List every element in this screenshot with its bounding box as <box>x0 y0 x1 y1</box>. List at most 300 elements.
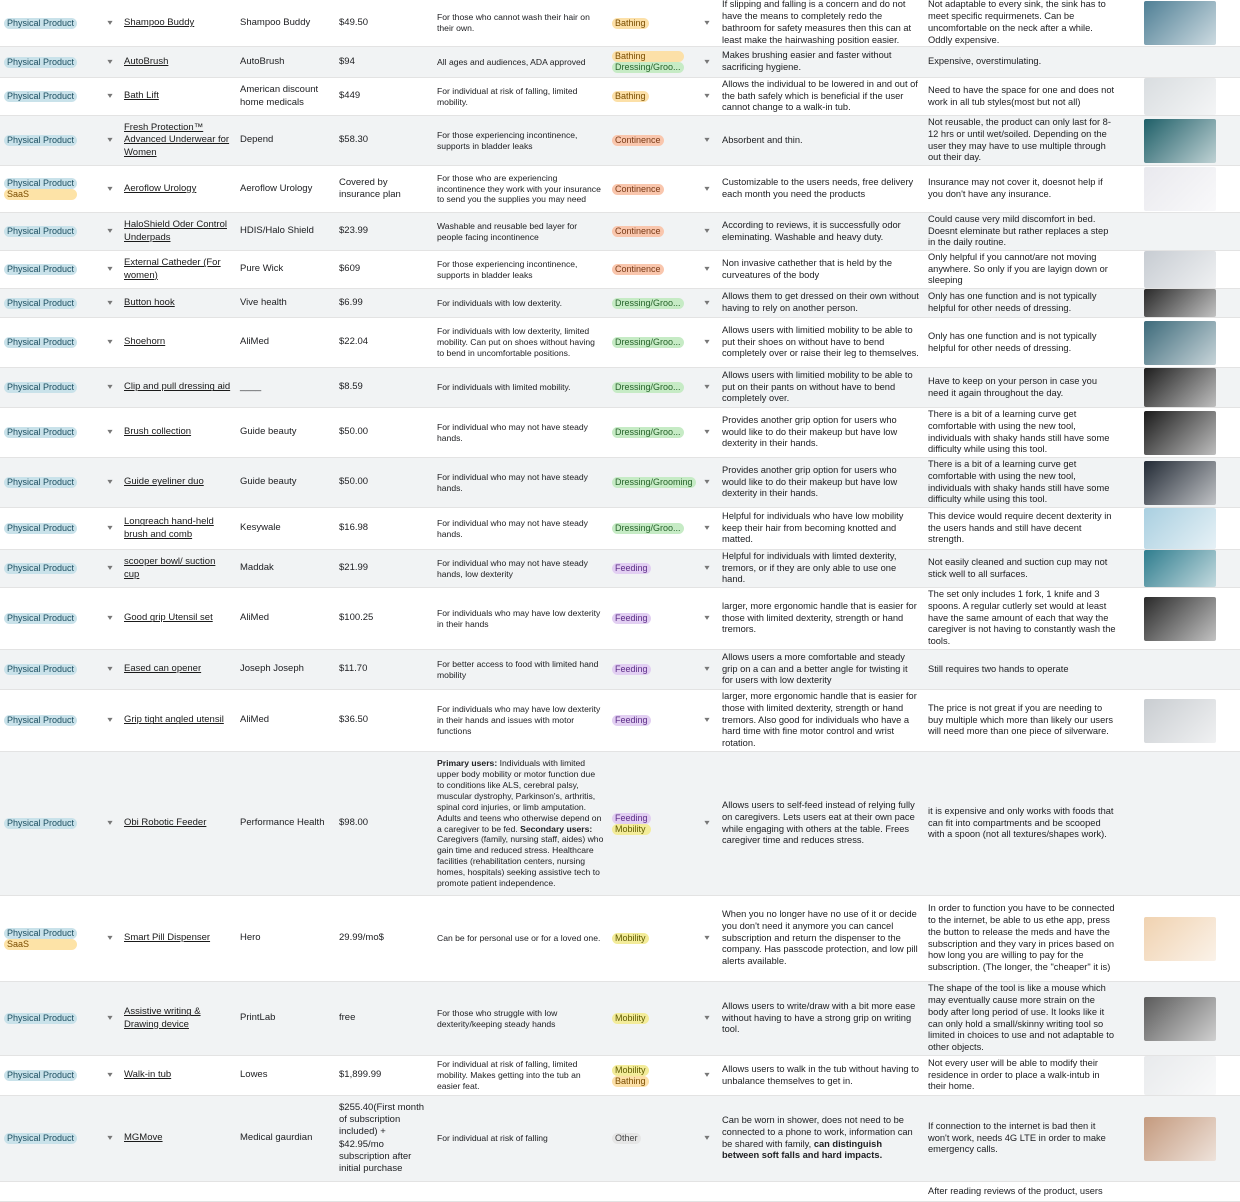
pros-cell[interactable] <box>718 289 924 317</box>
product-type-chip[interactable]: Physical Product <box>4 1070 77 1081</box>
category-chip[interactable]: Continence <box>612 226 664 237</box>
product-name-cell[interactable] <box>120 0 236 46</box>
product-type-cell[interactable] <box>0 251 100 288</box>
product-type-cell[interactable] <box>0 690 100 751</box>
product-name-cell[interactable] <box>120 1056 236 1095</box>
target-users-cell[interactable] <box>433 408 608 457</box>
category-dropdown[interactable] <box>696 588 718 649</box>
product-type-chip[interactable]: Physical Product <box>4 91 77 102</box>
category-chip[interactable]: Feeding <box>612 664 651 675</box>
product-type-dropdown[interactable] <box>100 752 120 895</box>
product-type-cell[interactable] <box>0 289 100 317</box>
pros-cell[interactable] <box>718 408 924 457</box>
product-type-chip[interactable]: Physical Product <box>4 178 77 189</box>
target-users-cell[interactable] <box>433 47 608 77</box>
product-type-chip[interactable]: Physical Product <box>4 715 77 726</box>
dropdown-arrow-icon[interactable]: ▾ <box>704 226 710 236</box>
dropdown-arrow-icon[interactable]: ▾ <box>107 818 113 828</box>
product-type-dropdown[interactable] <box>100 47 120 77</box>
category-dropdown[interactable] <box>696 1096 718 1181</box>
product-type-chip[interactable]: Physical Product <box>4 264 77 275</box>
category-cell[interactable] <box>608 650 696 689</box>
product-type-cell[interactable] <box>0 550 100 587</box>
pros-cell[interactable] <box>718 0 924 46</box>
pros-cell[interactable] <box>718 1096 924 1181</box>
product-type-dropdown[interactable] <box>100 896 120 981</box>
dropdown-arrow-icon[interactable]: ▾ <box>704 427 710 437</box>
target-users-cell[interactable] <box>433 213 608 250</box>
product-name-cell[interactable] <box>120 251 236 288</box>
product-image-cell[interactable] <box>1120 690 1240 751</box>
product-image-cell[interactable] <box>1120 289 1240 317</box>
pros-cell[interactable] <box>718 458 924 507</box>
product-name-cell[interactable] <box>120 588 236 649</box>
product-image-cell[interactable] <box>1120 251 1240 288</box>
product-name-cell[interactable] <box>120 508 236 549</box>
cons-cell[interactable] <box>924 116 1120 165</box>
target-users-cell[interactable] <box>433 78 608 115</box>
dropdown-arrow-icon[interactable]: ▾ <box>107 1070 113 1080</box>
product-type-chip[interactable]: Physical Product <box>4 298 77 309</box>
category-cell[interactable] <box>608 752 696 895</box>
product-type-cell[interactable] <box>0 896 100 981</box>
category-chip[interactable]: Mobility <box>612 824 651 835</box>
dropdown-arrow-icon[interactable]: ▾ <box>107 91 113 101</box>
product-type-chip[interactable]: Physical Product <box>4 818 77 829</box>
brand-cell[interactable] <box>236 588 335 649</box>
product-type-cell[interactable] <box>0 213 100 250</box>
pros-cell[interactable] <box>718 166 924 212</box>
category-cell[interactable] <box>608 318 696 367</box>
product-name-cell[interactable] <box>120 289 236 317</box>
target-users-cell[interactable] <box>433 690 608 751</box>
product-name-cell[interactable] <box>120 78 236 115</box>
product-image-cell[interactable] <box>1120 458 1240 507</box>
product-type-cell[interactable] <box>0 650 100 689</box>
product-name-cell[interactable] <box>120 690 236 751</box>
product-image-cell[interactable] <box>1120 368 1240 407</box>
pros-cell[interactable] <box>718 368 924 407</box>
product-image-cell[interactable] <box>1120 896 1240 981</box>
product-type-dropdown[interactable] <box>100 289 120 317</box>
dropdown-arrow-icon[interactable]: ▾ <box>107 297 113 307</box>
brand-cell[interactable] <box>236 318 335 367</box>
product-type-dropdown[interactable] <box>100 690 120 751</box>
cons-cell[interactable] <box>924 213 1120 250</box>
target-users-cell[interactable] <box>433 752 608 895</box>
brand-cell[interactable] <box>236 251 335 288</box>
dropdown-arrow-icon[interactable]: ▾ <box>107 337 113 347</box>
product-name-link[interactable]: Assistive writing & Drawing device <box>124 1006 201 1030</box>
product-name-link[interactable]: Aeroflow Urology <box>124 182 197 194</box>
category-dropdown[interactable] <box>696 166 718 212</box>
dropdown-arrow-icon[interactable]: ▾ <box>704 563 710 573</box>
product-type-chip[interactable]: Physical Product <box>4 523 77 534</box>
target-users-cell[interactable] <box>433 116 608 165</box>
cons-cell[interactable] <box>924 47 1120 77</box>
price-cell[interactable] <box>335 78 433 115</box>
product-image-cell[interactable] <box>1120 588 1240 649</box>
product-name-link[interactable]: Shoehorn <box>124 336 166 348</box>
dropdown-arrow-icon[interactable]: ▾ <box>704 933 710 943</box>
dropdown-arrow-icon[interactable]: ▾ <box>107 1013 113 1023</box>
category-chip[interactable]: Dressing/Groo... <box>612 62 684 73</box>
pros-cell[interactable] <box>718 78 924 115</box>
dropdown-arrow-icon[interactable]: ▾ <box>704 1070 710 1080</box>
product-type-chip[interactable]: Physical Product <box>4 664 77 675</box>
brand-cell[interactable] <box>236 408 335 457</box>
product-name-cell[interactable] <box>120 650 236 689</box>
brand-cell[interactable] <box>236 982 335 1055</box>
target-users-cell[interactable] <box>433 982 608 1055</box>
product-image-cell[interactable] <box>1120 408 1240 457</box>
cons-cell[interactable] <box>924 1096 1120 1181</box>
product-type-dropdown[interactable] <box>100 408 120 457</box>
price-cell[interactable] <box>335 690 433 751</box>
price-cell[interactable] <box>335 588 433 649</box>
category-chip[interactable]: Other <box>612 1133 641 1144</box>
target-users-cell[interactable] <box>433 289 608 317</box>
product-name-link[interactable]: MGMove <box>124 1132 163 1144</box>
price-cell[interactable] <box>335 550 433 587</box>
product-type-chip[interactable]: Physical Product <box>4 427 77 438</box>
product-type-cell[interactable] <box>0 1182 100 1201</box>
product-type-dropdown[interactable] <box>100 166 120 212</box>
product-name-link[interactable]: scooper bowl/ suction cup <box>124 556 216 580</box>
price-cell[interactable] <box>335 318 433 367</box>
product-type-chip[interactable]: Physical Product <box>4 563 77 574</box>
price-cell[interactable] <box>335 982 433 1055</box>
category-chip[interactable]: Dressing/Groo... <box>612 427 684 438</box>
dropdown-arrow-icon[interactable]: ▾ <box>107 183 113 193</box>
dropdown-arrow-icon[interactable]: ▾ <box>107 933 113 943</box>
brand-cell[interactable] <box>236 166 335 212</box>
product-name-link[interactable]: Clip and pull dressing aid <box>124 381 231 393</box>
target-users-cell[interactable] <box>433 368 608 407</box>
product-name-link[interactable]: Grip tight angled utensil <box>124 714 224 726</box>
product-name-cell[interactable] <box>120 1096 236 1181</box>
brand-cell[interactable] <box>236 116 335 165</box>
dropdown-arrow-icon[interactable]: ▾ <box>107 523 113 533</box>
cons-cell[interactable] <box>924 408 1120 457</box>
pros-cell[interactable] <box>718 47 924 77</box>
price-cell[interactable] <box>335 0 433 46</box>
product-name-link[interactable]: Smart Pill Dispenser <box>124 932 211 944</box>
brand-cell[interactable] <box>236 78 335 115</box>
target-users-cell[interactable] <box>433 0 608 46</box>
target-users-cell[interactable] <box>433 896 608 981</box>
brand-cell[interactable] <box>236 690 335 751</box>
category-dropdown[interactable] <box>696 550 718 587</box>
dropdown-arrow-icon[interactable]: ▾ <box>107 715 113 725</box>
price-cell[interactable] <box>335 896 433 981</box>
category-cell[interactable] <box>608 368 696 407</box>
brand-cell[interactable] <box>236 1182 335 1201</box>
category-chip[interactable]: Mobility <box>612 933 649 944</box>
product-type-dropdown[interactable] <box>100 550 120 587</box>
category-chip[interactable]: Bathing <box>612 18 649 29</box>
cons-cell[interactable] <box>924 458 1120 507</box>
product-type-cell[interactable] <box>0 0 100 46</box>
product-type-chip[interactable]: Physical Product <box>4 477 77 488</box>
dropdown-arrow-icon[interactable]: ▾ <box>107 563 113 573</box>
category-dropdown[interactable] <box>696 650 718 689</box>
product-type-dropdown[interactable] <box>100 0 120 46</box>
category-cell[interactable] <box>608 982 696 1055</box>
dropdown-arrow-icon[interactable]: ▾ <box>107 427 113 437</box>
product-type-chip[interactable]: SaaS <box>4 189 77 200</box>
product-image-cell[interactable] <box>1120 0 1240 46</box>
product-name-link[interactable]: Brush collection <box>124 426 192 438</box>
cons-cell[interactable] <box>924 251 1120 288</box>
target-users-cell[interactable] <box>433 318 608 367</box>
dropdown-arrow-icon[interactable]: ▾ <box>704 264 710 274</box>
pros-cell[interactable] <box>718 318 924 367</box>
product-name-cell[interactable] <box>120 368 236 407</box>
category-cell[interactable] <box>608 116 696 165</box>
dropdown-arrow-icon[interactable]: ▾ <box>107 1133 113 1143</box>
product-image-cell[interactable] <box>1120 1182 1240 1201</box>
product-name-cell[interactable] <box>120 116 236 165</box>
dropdown-arrow-icon[interactable]: ▾ <box>107 664 113 674</box>
category-cell[interactable] <box>608 1182 696 1201</box>
target-users-cell[interactable] <box>433 508 608 549</box>
category-dropdown[interactable] <box>696 1056 718 1095</box>
price-cell[interactable] <box>335 458 433 507</box>
cons-cell[interactable] <box>924 982 1120 1055</box>
category-chip[interactable]: Feeding <box>612 563 651 574</box>
price-cell[interactable] <box>335 1056 433 1095</box>
pros-cell[interactable] <box>718 251 924 288</box>
category-dropdown[interactable] <box>696 78 718 115</box>
pros-cell[interactable] <box>718 116 924 165</box>
category-dropdown[interactable] <box>696 47 718 77</box>
product-name-link[interactable]: Shampoo Buddy <box>124 16 195 28</box>
product-name-link[interactable]: AutoBrush <box>124 55 169 67</box>
target-users-cell[interactable] <box>433 588 608 649</box>
product-type-chip[interactable]: Physical Product <box>4 382 77 393</box>
category-dropdown[interactable] <box>696 690 718 751</box>
product-name-cell[interactable] <box>120 318 236 367</box>
dropdown-arrow-icon[interactable]: ▾ <box>704 664 710 674</box>
target-users-cell[interactable] <box>433 1056 608 1095</box>
product-type-dropdown[interactable] <box>100 588 120 649</box>
product-image-cell[interactable] <box>1120 166 1240 212</box>
pros-cell[interactable] <box>718 982 924 1055</box>
category-chip[interactable]: Bathing <box>612 91 649 102</box>
product-type-dropdown[interactable] <box>100 318 120 367</box>
dropdown-arrow-icon[interactable]: ▾ <box>704 56 710 66</box>
product-type-cell[interactable] <box>0 508 100 549</box>
product-type-cell[interactable] <box>0 982 100 1055</box>
pros-cell[interactable] <box>718 550 924 587</box>
product-type-chip[interactable]: Physical Product <box>4 57 77 68</box>
product-image-cell[interactable] <box>1120 508 1240 549</box>
category-chip[interactable]: Dressing/Grooming <box>612 477 696 488</box>
cons-cell[interactable] <box>924 650 1120 689</box>
brand-cell[interactable] <box>236 1056 335 1095</box>
cons-cell[interactable] <box>924 508 1120 549</box>
product-type-cell[interactable] <box>0 1096 100 1181</box>
product-type-cell[interactable] <box>0 752 100 895</box>
product-type-cell[interactable] <box>0 78 100 115</box>
category-chip[interactable]: Continence <box>612 135 664 146</box>
category-dropdown[interactable] <box>696 982 718 1055</box>
dropdown-arrow-icon[interactable]: ▾ <box>704 613 710 623</box>
target-users-cell[interactable] <box>433 1096 608 1181</box>
price-cell[interactable] <box>335 213 433 250</box>
category-chip[interactable]: Dressing/Groo... <box>612 337 684 348</box>
category-dropdown[interactable] <box>696 458 718 507</box>
category-cell[interactable] <box>608 47 696 77</box>
pros-cell[interactable] <box>718 1056 924 1095</box>
target-users-cell[interactable] <box>433 650 608 689</box>
brand-cell[interactable] <box>236 508 335 549</box>
product-type-cell[interactable] <box>0 1056 100 1095</box>
category-chip[interactable]: Dressing/Groo... <box>612 382 684 393</box>
dropdown-arrow-icon[interactable]: ▾ <box>704 715 710 725</box>
category-cell[interactable] <box>608 458 696 507</box>
product-type-dropdown[interactable] <box>100 458 120 507</box>
category-chip[interactable]: Dressing/Groo... <box>612 298 684 309</box>
product-type-chip[interactable]: Physical Product <box>4 226 77 237</box>
brand-cell[interactable] <box>236 550 335 587</box>
category-dropdown[interactable] <box>696 213 718 250</box>
dropdown-arrow-icon[interactable]: ▾ <box>704 382 710 392</box>
pros-cell[interactable] <box>718 690 924 751</box>
category-cell[interactable] <box>608 408 696 457</box>
target-users-cell[interactable] <box>433 1182 608 1201</box>
category-cell[interactable] <box>608 0 696 46</box>
product-name-cell[interactable] <box>120 550 236 587</box>
category-cell[interactable] <box>608 896 696 981</box>
cons-cell[interactable] <box>924 752 1120 895</box>
category-dropdown[interactable] <box>696 752 718 895</box>
dropdown-arrow-icon[interactable]: ▾ <box>704 477 710 487</box>
product-type-chip[interactable]: Physical Product <box>4 928 77 939</box>
pros-cell[interactable] <box>718 896 924 981</box>
category-cell[interactable] <box>608 166 696 212</box>
category-cell[interactable] <box>608 251 696 288</box>
price-cell[interactable] <box>335 1182 433 1201</box>
brand-cell[interactable] <box>236 650 335 689</box>
brand-cell[interactable] <box>236 213 335 250</box>
product-image-cell[interactable] <box>1120 78 1240 115</box>
product-name-link[interactable]: Eased can opener <box>124 663 202 675</box>
cons-cell[interactable] <box>924 166 1120 212</box>
category-dropdown[interactable] <box>696 408 718 457</box>
dropdown-arrow-icon[interactable]: ▾ <box>704 91 710 101</box>
category-dropdown[interactable] <box>696 116 718 165</box>
product-image-cell[interactable] <box>1120 116 1240 165</box>
price-cell[interactable] <box>335 752 433 895</box>
product-image-cell[interactable] <box>1120 650 1240 689</box>
product-name-cell[interactable] <box>120 166 236 212</box>
category-chip[interactable]: Continence <box>612 184 664 195</box>
category-dropdown[interactable] <box>696 368 718 407</box>
price-cell[interactable] <box>335 47 433 77</box>
category-dropdown[interactable] <box>696 318 718 367</box>
product-type-chip[interactable]: Physical Product <box>4 135 77 146</box>
product-type-dropdown[interactable] <box>100 213 120 250</box>
category-cell[interactable] <box>608 550 696 587</box>
product-name-link[interactable]: Guide eyeliner duo <box>124 476 204 488</box>
price-cell[interactable] <box>335 408 433 457</box>
category-chip[interactable]: Continence <box>612 264 664 275</box>
dropdown-arrow-icon[interactable]: ▾ <box>107 613 113 623</box>
dropdown-arrow-icon[interactable]: ▾ <box>704 135 710 145</box>
product-type-cell[interactable] <box>0 166 100 212</box>
product-image-cell[interactable] <box>1120 47 1240 77</box>
product-name-link[interactable]: Bath Lift <box>124 90 159 102</box>
target-users-cell[interactable] <box>433 550 608 587</box>
dropdown-arrow-icon[interactable]: ▾ <box>107 226 113 236</box>
price-cell[interactable] <box>335 289 433 317</box>
cons-cell[interactable] <box>924 318 1120 367</box>
product-type-dropdown[interactable] <box>100 982 120 1055</box>
dropdown-arrow-icon[interactable]: ▾ <box>107 382 113 392</box>
product-name-link[interactable]: Walk-in tub <box>124 1069 172 1081</box>
brand-cell[interactable] <box>236 458 335 507</box>
product-image-cell[interactable] <box>1120 752 1240 895</box>
brand-cell[interactable] <box>236 752 335 895</box>
dropdown-arrow-icon[interactable]: ▾ <box>704 337 710 347</box>
category-dropdown[interactable] <box>696 289 718 317</box>
product-type-dropdown[interactable] <box>100 116 120 165</box>
dropdown-arrow-icon[interactable]: ▾ <box>107 135 113 145</box>
product-type-chip[interactable]: SaaS <box>4 939 77 950</box>
product-name-cell[interactable] <box>120 1182 236 1201</box>
product-type-dropdown[interactable] <box>100 650 120 689</box>
product-type-chip[interactable]: Physical Product <box>4 613 77 624</box>
brand-cell[interactable] <box>236 1096 335 1181</box>
target-users-cell[interactable] <box>433 458 608 507</box>
product-name-link[interactable]: Obi Robotic Feeder <box>124 817 207 829</box>
category-cell[interactable] <box>608 289 696 317</box>
product-name-link[interactable]: External Catheder (For women) <box>124 257 221 281</box>
product-type-cell[interactable] <box>0 47 100 77</box>
category-chip[interactable]: Bathing <box>612 1076 649 1087</box>
product-name-cell[interactable] <box>120 47 236 77</box>
dropdown-arrow-icon[interactable]: ▾ <box>704 818 710 828</box>
brand-cell[interactable] <box>236 896 335 981</box>
category-chip[interactable]: Dressing/Groo... <box>612 523 684 534</box>
price-cell[interactable] <box>335 508 433 549</box>
price-cell[interactable] <box>335 116 433 165</box>
category-cell[interactable] <box>608 213 696 250</box>
category-chip[interactable]: Feeding <box>612 613 651 624</box>
category-cell[interactable] <box>608 1096 696 1181</box>
price-cell[interactable] <box>335 1096 433 1181</box>
category-chip[interactable]: Mobility <box>612 1065 649 1076</box>
product-type-dropdown[interactable] <box>100 508 120 549</box>
cons-cell[interactable] <box>924 896 1120 981</box>
product-type-chip[interactable]: Physical Product <box>4 18 77 29</box>
pros-cell[interactable] <box>718 508 924 549</box>
product-type-dropdown[interactable] <box>100 251 120 288</box>
product-image-cell[interactable] <box>1120 318 1240 367</box>
product-name-cell[interactable] <box>120 458 236 507</box>
product-image-cell[interactable] <box>1120 982 1240 1055</box>
product-type-cell[interactable] <box>0 408 100 457</box>
category-dropdown[interactable] <box>696 251 718 288</box>
product-image-cell[interactable] <box>1120 550 1240 587</box>
category-dropdown[interactable] <box>696 508 718 549</box>
price-cell[interactable] <box>335 166 433 212</box>
brand-cell[interactable] <box>236 289 335 317</box>
category-cell[interactable] <box>608 690 696 751</box>
product-type-dropdown[interactable] <box>100 1182 120 1201</box>
